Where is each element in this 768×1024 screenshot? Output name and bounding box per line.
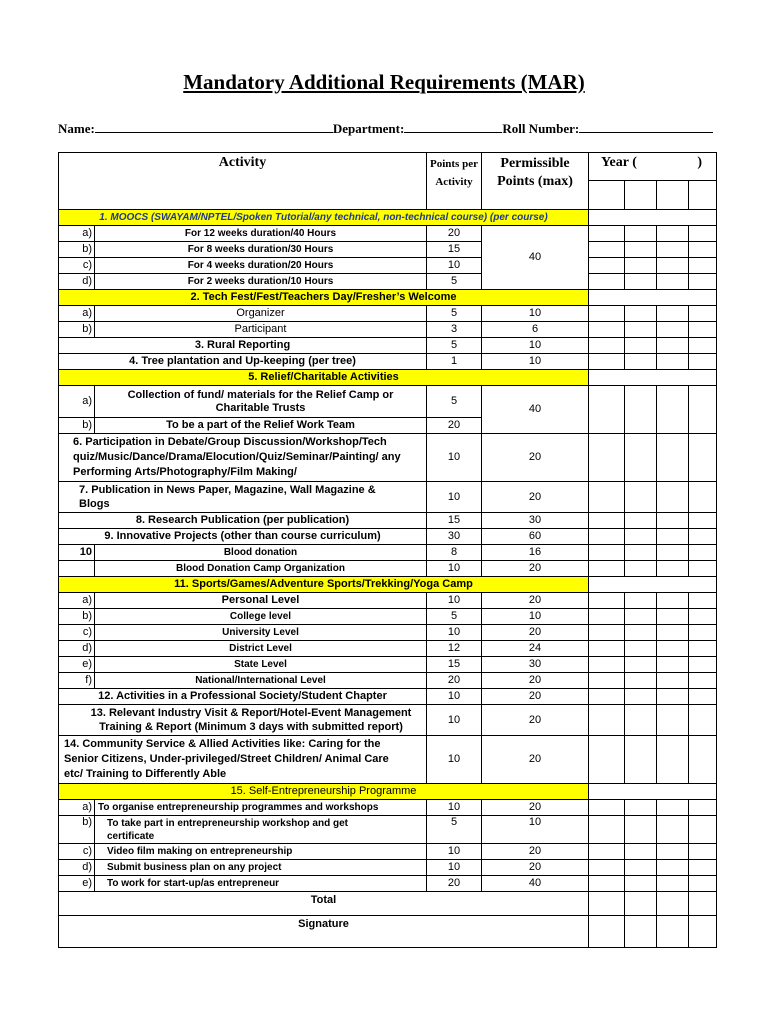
points-cell: 20 (427, 673, 482, 689)
year-cell[interactable] (689, 609, 717, 625)
activity-label: Blood donation (95, 545, 427, 561)
section-row-11 (59, 577, 717, 593)
year-cell[interactable] (689, 386, 717, 434)
item-number: b) (59, 816, 95, 844)
max-points-cell: 20 (482, 625, 589, 641)
activity-label: For 8 weeks duration/30 Hours (95, 242, 427, 258)
year-cell[interactable] (689, 689, 717, 705)
table-row (59, 513, 717, 529)
item-number: d) (59, 274, 95, 290)
year-cell[interactable] (589, 673, 625, 689)
item-number: b) (59, 609, 95, 625)
year-cell[interactable] (589, 370, 717, 386)
activity-label: For 4 weeks duration/20 Hours (95, 258, 427, 274)
year-cell[interactable] (589, 482, 625, 513)
year-cell[interactable] (589, 354, 625, 370)
header-activity: Activity (59, 153, 427, 210)
activity-label: Submit business plan on any project (95, 860, 427, 876)
year-cell[interactable] (625, 338, 657, 354)
year-cell[interactable] (689, 641, 717, 657)
year-cell[interactable] (589, 657, 625, 673)
department-label: Department: (332, 121, 405, 136)
header-points-per-activity: Points per Activity (427, 153, 482, 210)
name-line[interactable] (95, 120, 333, 133)
year-cell[interactable] (625, 226, 657, 242)
table-row (59, 545, 717, 561)
item-number: b) (59, 418, 95, 434)
max-points-cell: 20 (482, 689, 589, 705)
year-cell[interactable] (589, 800, 625, 816)
year-cell[interactable] (625, 274, 657, 290)
table-row (59, 844, 717, 860)
table-row (59, 274, 717, 290)
year-cell[interactable] (657, 354, 689, 370)
year-cell[interactable] (589, 784, 717, 800)
points-cell: 10 (427, 482, 482, 513)
year-cell[interactable] (689, 625, 717, 641)
year-cell[interactable] (625, 736, 657, 784)
max-points-cell: 10 (482, 609, 589, 625)
year-cell[interactable] (689, 657, 717, 673)
item-number: b) (59, 322, 95, 338)
table-row (59, 657, 717, 673)
year-cell[interactable] (657, 306, 689, 322)
year-cell[interactable] (589, 306, 625, 322)
roll-number-line[interactable] (579, 120, 713, 133)
points-cell: 5 (427, 816, 482, 844)
year-cell[interactable] (625, 609, 657, 625)
table-row (59, 736, 717, 784)
table-row (59, 561, 717, 577)
year-cell[interactable] (625, 800, 657, 816)
table-row (59, 609, 717, 625)
year-cell[interactable] (625, 181, 657, 210)
year-cell[interactable] (689, 242, 717, 258)
table-row (59, 876, 717, 892)
header-year-close: ) (697, 155, 703, 170)
year-cell[interactable] (589, 593, 625, 609)
activity-label: 13. Relevant Industry Visit & Report/Hotel-Event Management Training & Report (Minimum 3 days with submitted report) (59, 705, 427, 736)
item-number: c) (59, 844, 95, 860)
header-year-label: Year ( (601, 155, 637, 170)
max-points-cell: 20 (482, 561, 589, 577)
item-number: c) (59, 625, 95, 641)
activity-label: Personal Level (95, 593, 427, 609)
year-cell[interactable] (657, 561, 689, 577)
max-points-cell: 16 (482, 545, 589, 561)
year-cell[interactable] (657, 274, 689, 290)
points-cell: 10 (427, 689, 482, 705)
year-cell[interactable] (625, 513, 657, 529)
table-row (59, 529, 717, 545)
points-cell: 1 (427, 354, 482, 370)
year-cell[interactable] (689, 258, 717, 274)
year-cell[interactable] (657, 816, 689, 844)
activity-label: University Level (95, 625, 427, 641)
year-cell[interactable] (689, 181, 717, 210)
year-cell[interactable] (657, 386, 689, 434)
year-cell[interactable] (589, 226, 625, 242)
year-cell[interactable] (589, 816, 625, 844)
points-cell: 10 (427, 593, 482, 609)
points-cell: 15 (427, 242, 482, 258)
year-cell[interactable] (689, 593, 717, 609)
activity-label: To work for start-up/as entrepreneur (95, 876, 427, 892)
year-cell[interactable] (589, 916, 625, 948)
item-number: e) (59, 876, 95, 892)
year-cell[interactable] (689, 561, 717, 577)
points-cell: 5 (427, 274, 482, 290)
year-cell[interactable] (689, 434, 717, 482)
year-cell[interactable] (625, 545, 657, 561)
points-cell: 5 (427, 338, 482, 354)
year-cell[interactable] (657, 513, 689, 529)
points-cell: 5 (427, 609, 482, 625)
year-cell[interactable] (689, 800, 717, 816)
year-cell[interactable] (657, 338, 689, 354)
year-cell[interactable] (689, 892, 717, 916)
table-row (59, 322, 717, 338)
table-row (59, 258, 717, 274)
points-cell: 10 (427, 561, 482, 577)
total-row (59, 892, 717, 916)
max-points-cell: 10 (482, 816, 589, 844)
year-cell[interactable] (589, 545, 625, 561)
item-number: c) (59, 258, 95, 274)
student-info-fields (58, 120, 718, 137)
year-cell[interactable] (589, 322, 625, 338)
points-cell: 5 (427, 306, 482, 322)
max-points-cell: 30 (482, 513, 589, 529)
table-row (59, 338, 717, 354)
max-points-cell: 20 (482, 482, 589, 513)
year-cell[interactable] (589, 434, 625, 482)
year-cell[interactable] (589, 860, 625, 876)
activity-label: Blood Donation Camp Organization (95, 561, 427, 577)
year-cell[interactable] (657, 800, 689, 816)
header-permissible-points: Permissible Points (max) (482, 153, 589, 210)
year-cell[interactable] (689, 482, 717, 513)
signature-label: Signature (59, 916, 589, 948)
year-cell[interactable] (625, 892, 657, 916)
item-number: b) (59, 242, 95, 258)
points-cell: 15 (427, 513, 482, 529)
year-cell[interactable] (589, 274, 625, 290)
activity-label: 12. Activities in a Professional Society/Student Chapter (59, 689, 427, 705)
year-cell[interactable] (657, 545, 689, 561)
year-cell[interactable] (625, 386, 657, 434)
year-cell[interactable] (589, 844, 625, 860)
section-title-2: 2. Tech Fest/Fest/Teachers Day/Fresher’s Welcome (59, 290, 589, 306)
activity-label: To take part in entrepreneurship workshop and get certificate (95, 816, 427, 844)
year-cell[interactable] (689, 226, 717, 242)
table-row (59, 800, 717, 816)
total-label: Total (59, 892, 589, 916)
max-points-cell: 30 (482, 657, 589, 673)
points-cell: 20 (427, 876, 482, 892)
activity-label: 8. Research Publication (per publication) (59, 513, 427, 529)
year-cell[interactable] (589, 529, 625, 545)
activity-label: Collection of fund/ materials for the Relief Camp or Charitable Trusts (95, 386, 427, 418)
year-cell[interactable] (657, 673, 689, 689)
header-year (589, 153, 717, 181)
year-cell[interactable] (589, 876, 625, 892)
year-cell[interactable] (589, 892, 625, 916)
year-cell[interactable] (689, 513, 717, 529)
year-cell[interactable] (657, 322, 689, 338)
year-cell[interactable] (657, 593, 689, 609)
year-cell[interactable] (689, 354, 717, 370)
section-title-15: 15. Self-Entrepreneurship Programme (59, 784, 589, 800)
year-cell[interactable] (689, 306, 717, 322)
table-row (59, 593, 717, 609)
points-cell: 3 (427, 322, 482, 338)
max-points-cell: 20 (482, 844, 589, 860)
signature-row (59, 916, 717, 948)
activity-label: 14. Community Service & Allied Activities like: Caring for the Senior Citizens, Under-privileged/Street Children/ Animal Care etc/ Training to Differently Able (59, 736, 427, 784)
year-cell[interactable] (657, 705, 689, 736)
max-points-cell: 20 (482, 705, 589, 736)
year-cell[interactable] (625, 482, 657, 513)
max-points-cell: 40 (482, 226, 589, 290)
year-cell[interactable] (689, 816, 717, 844)
table-row (59, 482, 717, 513)
year-cell[interactable] (625, 673, 657, 689)
max-points-cell: 20 (482, 860, 589, 876)
table-row (59, 242, 717, 258)
year-cell[interactable] (625, 860, 657, 876)
year-cell[interactable] (625, 434, 657, 482)
max-points-cell: 20 (482, 593, 589, 609)
max-points-cell: 20 (482, 800, 589, 816)
max-points-cell: 60 (482, 529, 589, 545)
item-number: a) (59, 306, 95, 322)
year-cell[interactable] (689, 673, 717, 689)
activity-label: Organizer (95, 306, 427, 322)
table-row (59, 625, 717, 641)
year-cell[interactable] (625, 916, 657, 948)
table-row (59, 306, 717, 322)
year-cell[interactable] (589, 210, 717, 226)
year-cell[interactable] (589, 258, 625, 274)
item-number: f) (59, 673, 95, 689)
activity-label: District Level (95, 641, 427, 657)
item-number-empty (59, 561, 95, 577)
points-cell: 8 (427, 545, 482, 561)
year-cell[interactable] (657, 258, 689, 274)
year-cell[interactable] (589, 609, 625, 625)
item-number: a) (59, 593, 95, 609)
year-cell[interactable] (589, 736, 625, 784)
year-cell[interactable] (657, 892, 689, 916)
table-row (59, 689, 717, 705)
points-cell: 10 (427, 860, 482, 876)
activity-label: 9. Innovative Projects (other than course curriculum) (59, 529, 427, 545)
item-number: a) (59, 226, 95, 242)
max-points-cell: 20 (482, 673, 589, 689)
points-cell: 10 (427, 736, 482, 784)
points-cell: 10 (427, 434, 482, 482)
section-title-11: 11. Sports/Games/Adventure Sports/Trekking/Yoga Camp (59, 577, 589, 593)
year-cell[interactable] (657, 689, 689, 705)
points-cell: 10 (427, 800, 482, 816)
section-row-15 (59, 784, 717, 800)
year-cell[interactable] (689, 736, 717, 784)
year-cell[interactable] (589, 561, 625, 577)
year-cell[interactable] (589, 689, 625, 705)
activity-label: To be a part of the Relief Work Team (95, 418, 427, 434)
year-cell[interactable] (657, 736, 689, 784)
item-number: d) (59, 860, 95, 876)
year-cell[interactable] (625, 306, 657, 322)
max-points-cell: 6 (482, 322, 589, 338)
activity-label: 6. Participation in Debate/Group Discussion/Workshop/Tech quiz/Music/Dance/Drama/Elocution/Quiz/Seminar/Painting/ any Performing Arts/Photography/Film Making/ (59, 434, 427, 482)
year-cell[interactable] (657, 916, 689, 948)
year-cell[interactable] (625, 529, 657, 545)
year-cell[interactable] (689, 338, 717, 354)
year-cell[interactable] (625, 322, 657, 338)
year-cell[interactable] (657, 625, 689, 641)
table-row (59, 386, 717, 418)
points-cell: 10 (427, 844, 482, 860)
activity-label: 3. Rural Reporting (59, 338, 427, 354)
activity-label: National/International Level (95, 673, 427, 689)
year-cell[interactable] (625, 593, 657, 609)
year-cell[interactable] (589, 625, 625, 641)
year-cell[interactable] (657, 529, 689, 545)
activity-label: State Level (95, 657, 427, 673)
points-cell: 20 (427, 418, 482, 434)
year-cell[interactable] (689, 876, 717, 892)
section-title-1: 1. MOOCS (SWAYAM/NPTEL/Spoken Tutorial/any technical, non-technical course) (per course) (59, 210, 589, 226)
year-cell[interactable] (657, 876, 689, 892)
year-cell[interactable] (625, 689, 657, 705)
header-row (59, 153, 717, 181)
year-cell[interactable] (657, 657, 689, 673)
points-cell: 20 (427, 226, 482, 242)
year-cell[interactable] (689, 322, 717, 338)
roll-number-label: Roll Number: (502, 121, 580, 136)
year-cell[interactable] (625, 657, 657, 673)
year-cell[interactable] (589, 705, 625, 736)
section-row-1 (59, 210, 717, 226)
year-cell[interactable] (657, 434, 689, 482)
mar-table (58, 152, 717, 948)
activity-label: Participant (95, 322, 427, 338)
year-cell[interactable] (689, 860, 717, 876)
activity-label: For 12 weeks duration/40 Hours (95, 226, 427, 242)
points-cell: 30 (427, 529, 482, 545)
year-cell[interactable] (657, 482, 689, 513)
table-row (59, 226, 717, 242)
table-row (59, 705, 717, 736)
year-cell[interactable] (589, 338, 625, 354)
year-cell[interactable] (689, 545, 717, 561)
year-cell[interactable] (589, 577, 717, 593)
year-cell[interactable] (625, 705, 657, 736)
year-cell[interactable] (657, 609, 689, 625)
year-cell[interactable] (689, 916, 717, 948)
table-row (59, 673, 717, 689)
department-line[interactable] (404, 120, 502, 133)
year-cell[interactable] (657, 641, 689, 657)
year-cell[interactable] (625, 625, 657, 641)
year-cell[interactable] (657, 860, 689, 876)
points-cell: 15 (427, 657, 482, 673)
year-cell[interactable] (689, 705, 717, 736)
year-cell[interactable] (657, 242, 689, 258)
table-row (59, 641, 717, 657)
activity-label: For 2 weeks duration/10 Hours (95, 274, 427, 290)
item-number: a) (59, 386, 95, 418)
year-cell[interactable] (625, 876, 657, 892)
year-cell[interactable] (689, 529, 717, 545)
year-cell[interactable] (589, 290, 717, 306)
year-cell[interactable] (625, 561, 657, 577)
table-row (59, 354, 717, 370)
document-title: Mandatory Additional Requirements (MAR) (183, 70, 585, 94)
year-cell[interactable] (625, 844, 657, 860)
item-number: a) (59, 800, 95, 816)
year-cell[interactable] (657, 844, 689, 860)
points-cell: 10 (427, 258, 482, 274)
max-points-cell: 10 (482, 338, 589, 354)
year-cell[interactable] (657, 181, 689, 210)
max-points-cell: 40 (482, 386, 589, 434)
table-row (59, 860, 717, 876)
max-points-cell: 10 (482, 306, 589, 322)
year-cell[interactable] (589, 181, 625, 210)
item-number: 10 (59, 545, 95, 561)
section-row-5 (59, 370, 717, 386)
max-points-cell: 10 (482, 354, 589, 370)
points-cell: 12 (427, 641, 482, 657)
year-cell[interactable] (625, 816, 657, 844)
section-title-5: 5. Relief/Charitable Activities (59, 370, 589, 386)
activity-label: To organise entrepreneurship programmes and workshops (95, 800, 427, 816)
points-cell: 5 (427, 386, 482, 418)
year-cell[interactable] (625, 258, 657, 274)
year-cell[interactable] (589, 242, 625, 258)
year-cell[interactable] (589, 641, 625, 657)
max-points-cell: 24 (482, 641, 589, 657)
year-cell[interactable] (625, 242, 657, 258)
activity-label: 4. Tree plantation and Up-keeping (per tree) (59, 354, 427, 370)
year-cell[interactable] (689, 844, 717, 860)
max-points-cell: 20 (482, 434, 589, 482)
year-cell[interactable] (625, 354, 657, 370)
year-cell[interactable] (589, 513, 625, 529)
year-cell[interactable] (657, 226, 689, 242)
table-row (59, 434, 717, 482)
activity-label: Video film making on entrepreneurship (95, 844, 427, 860)
activity-label: 7. Publication in News Paper, Magazine, Wall Magazine & Blogs (59, 482, 427, 513)
max-points-cell: 40 (482, 876, 589, 892)
table-row (59, 816, 717, 844)
item-number: d) (59, 641, 95, 657)
year-cell[interactable] (689, 274, 717, 290)
name-label: Name: (58, 121, 95, 136)
points-cell: 10 (427, 625, 482, 641)
year-cell[interactable] (589, 386, 625, 434)
item-number: e) (59, 657, 95, 673)
max-points-cell: 20 (482, 736, 589, 784)
activity-label: College level (95, 609, 427, 625)
section-row-2 (59, 290, 717, 306)
points-cell: 10 (427, 705, 482, 736)
year-cell[interactable] (625, 641, 657, 657)
